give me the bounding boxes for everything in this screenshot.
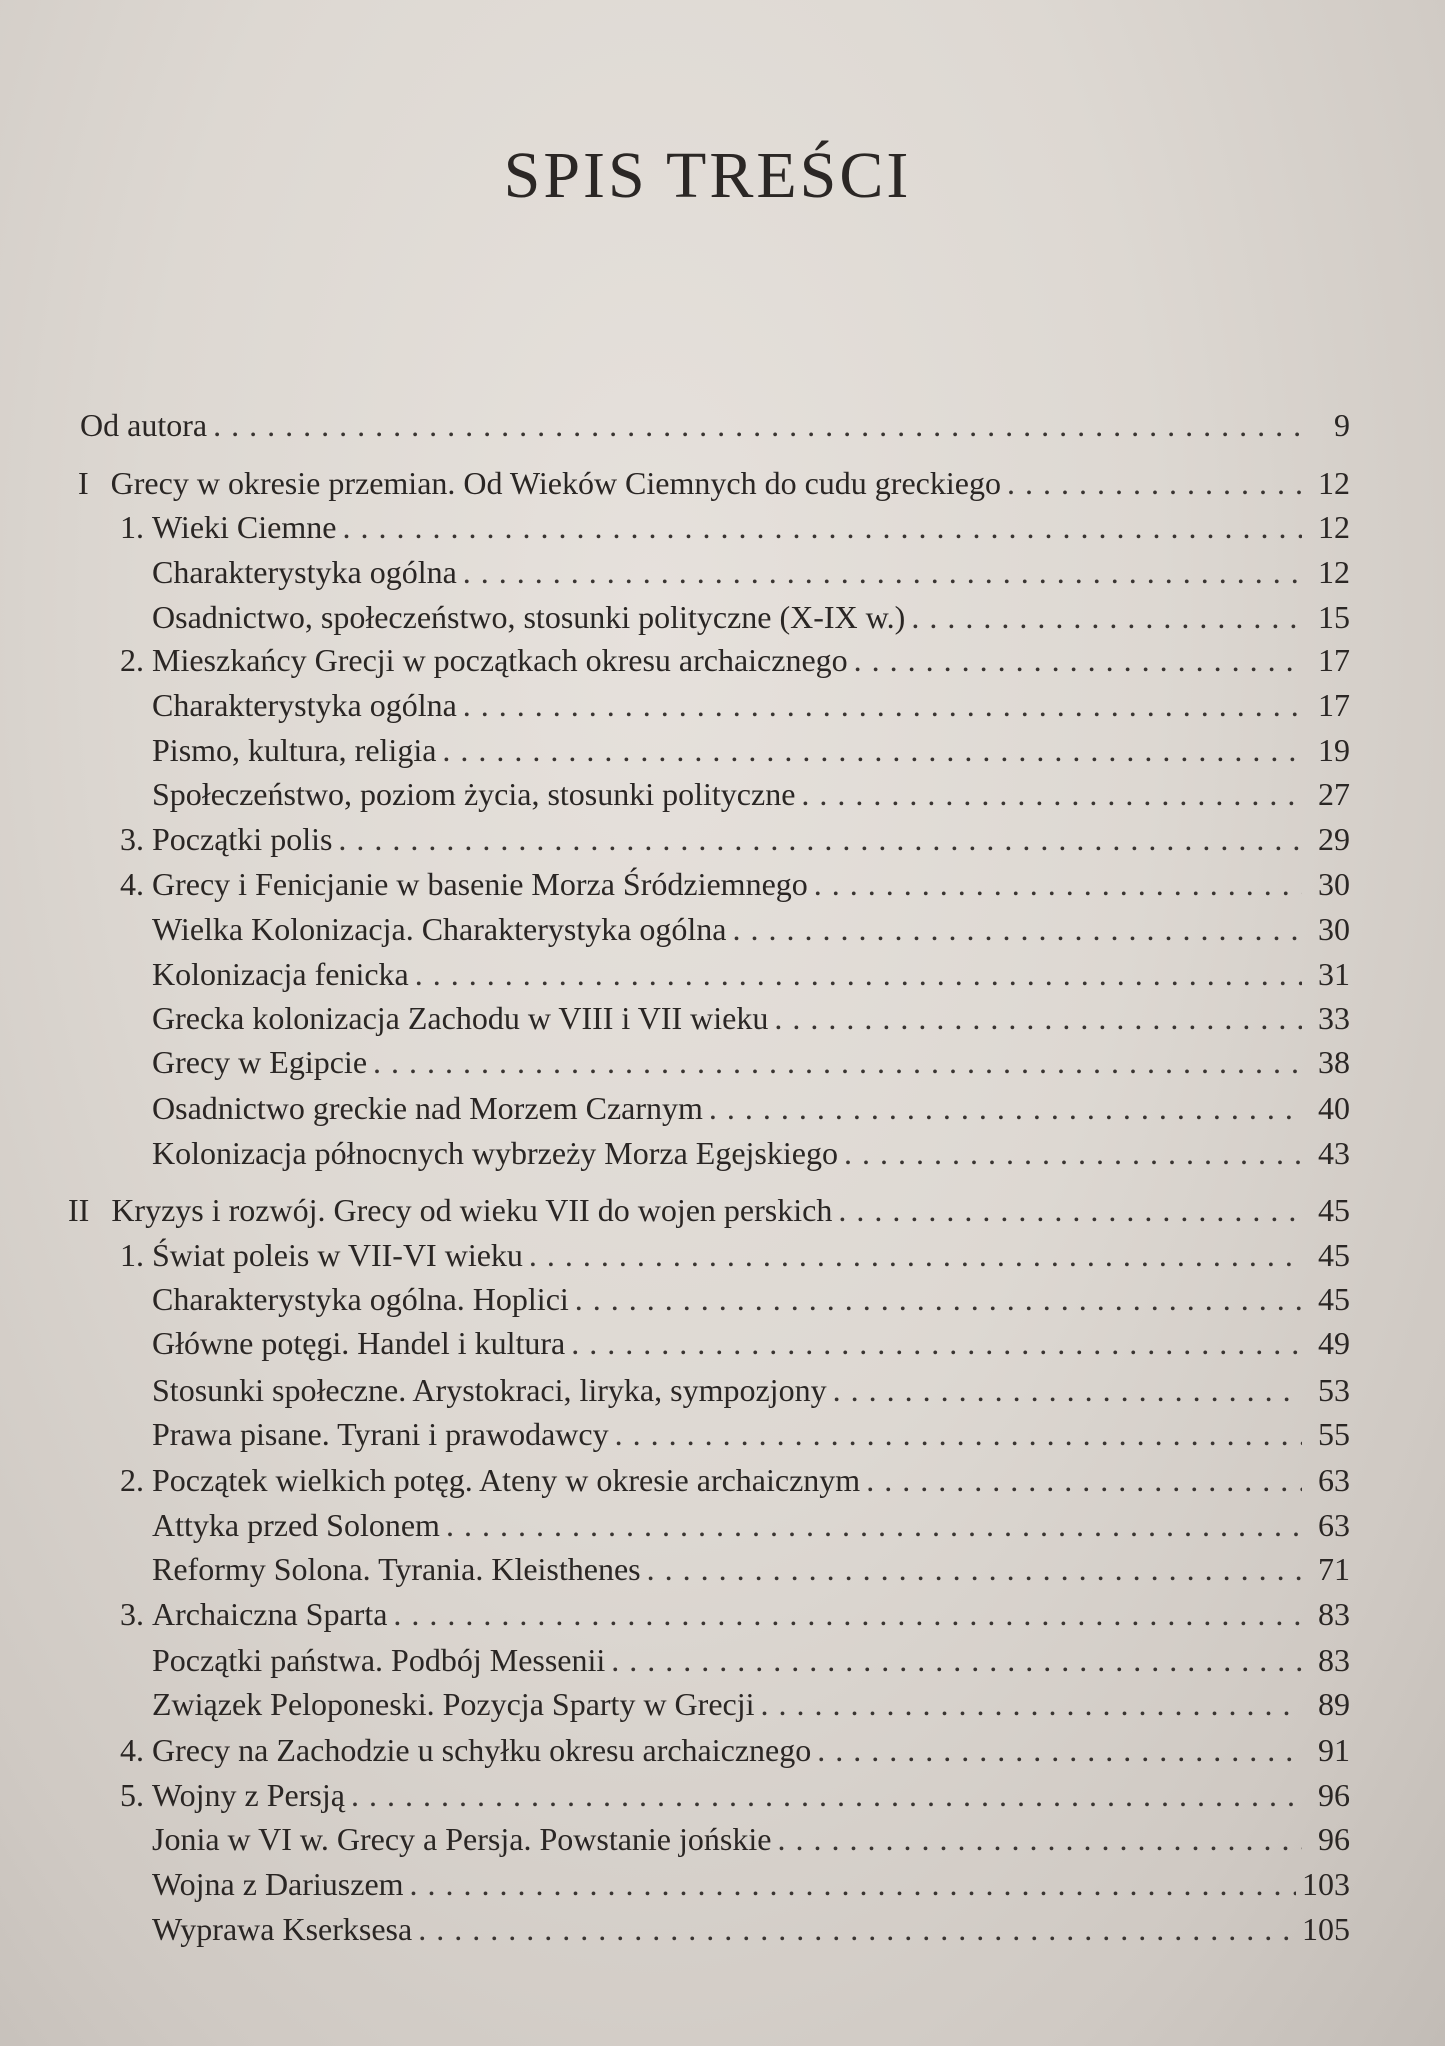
chapter-number: 5. — [120, 1777, 144, 1813]
toc-entry — [120, 1235, 1350, 1275]
page-number: 49 — [1318, 1325, 1350, 1361]
entry-title: Kryzys i rozwój. Grecy od wieku VII do wojen perskich — [111, 1192, 833, 1228]
dot-leader — [351, 1775, 1302, 1815]
page-number: 38 — [1318, 1044, 1350, 1080]
page-number: 45 — [1318, 1192, 1350, 1228]
page-number: 83 — [1318, 1596, 1350, 1632]
page-number: 31 — [1318, 956, 1350, 992]
page-number: 53 — [1318, 1372, 1350, 1408]
entry-title: Grecy w Egipcie — [152, 1044, 368, 1080]
entry-title: Charakterystyka ogólna — [152, 554, 457, 590]
toc-entry — [152, 685, 1350, 725]
dot-leader — [647, 1549, 1302, 1589]
toc-entry — [120, 864, 1350, 904]
dot-leader — [838, 1190, 1302, 1230]
page-number: 30 — [1318, 911, 1350, 947]
entry-title: Charakterystyka ogólna. Hoplici — [152, 1281, 569, 1317]
dot-leader — [529, 1235, 1302, 1275]
chapter-number: 4. — [120, 1732, 144, 1768]
dot-leader — [761, 1684, 1303, 1724]
entry-title: Początki państwa. Podbój Messenii — [152, 1642, 606, 1678]
entry-title: Kolonizacja północnych wybrzeży Morza Egejskiego — [152, 1135, 838, 1171]
entry-title: Główne potęgi. Handel i kultura — [152, 1325, 566, 1361]
dot-leader — [342, 507, 1302, 547]
toc-entry — [152, 1909, 1350, 1949]
dot-leader — [442, 730, 1302, 770]
page-number: 29 — [1318, 821, 1350, 857]
entry-title: Wojna z Dariuszem — [152, 1866, 404, 1902]
toc-entry — [152, 1819, 1350, 1859]
page-number: 63 — [1318, 1462, 1350, 1498]
page-number: 45 — [1318, 1281, 1350, 1317]
page-number: 17 — [1318, 642, 1350, 678]
entry-title: Początki polis — [152, 821, 333, 857]
entry-title: Grecy na Zachodzie u schyłku okresu archaicznego — [152, 1732, 812, 1768]
dot-leader — [709, 1088, 1302, 1128]
dot-leader — [575, 1279, 1302, 1319]
page-number: 91 — [1318, 1732, 1350, 1768]
entry-title: Reformy Solona. Tyrania. Kleisthenes — [152, 1551, 641, 1587]
page-number: 96 — [1318, 1821, 1350, 1857]
dot-leader — [814, 864, 1302, 904]
toc-entry — [152, 1088, 1350, 1128]
toc-entry — [120, 819, 1350, 859]
chapter-number: 3. — [120, 1596, 144, 1632]
chapter-number: 2. — [120, 642, 144, 678]
toc-entry — [152, 552, 1350, 592]
toc-entry — [152, 1549, 1350, 1589]
page-number: 71 — [1318, 1551, 1350, 1587]
dot-leader — [774, 998, 1302, 1038]
toc-entry — [68, 1190, 1350, 1230]
dot-leader — [854, 640, 1302, 680]
dot-leader — [801, 774, 1302, 814]
toc-entry — [120, 1460, 1350, 1500]
toc-entry — [120, 640, 1350, 680]
dot-leader — [373, 1042, 1302, 1082]
chapter-number: 2. — [120, 1462, 144, 1498]
page-number: 30 — [1318, 866, 1350, 902]
page-number: 45 — [1318, 1237, 1350, 1273]
toc-entry — [152, 1684, 1350, 1724]
entry-title: Attyka przed Solonem — [152, 1507, 440, 1543]
toc-entry — [152, 909, 1350, 949]
page-number: 103 — [1302, 1866, 1350, 1902]
entry-title: Grecy w okresie przemian. Od Wieków Ciemnych do cudu greckiego — [110, 465, 1001, 501]
page-number: 40 — [1318, 1090, 1350, 1126]
entry-title: Jonia w VI w. Grecy a Persja. Powstanie jońskie — [152, 1821, 772, 1857]
page-number: 15 — [1318, 599, 1350, 635]
dot-leader — [866, 1460, 1302, 1500]
part-numeral: II — [68, 1192, 90, 1228]
dot-leader — [446, 1505, 1302, 1545]
toc-entry — [78, 463, 1350, 503]
toc-entry — [152, 954, 1350, 994]
page-number: 83 — [1318, 1642, 1350, 1678]
page-number: 19 — [1318, 732, 1350, 768]
dot-leader — [415, 954, 1302, 994]
dot-leader — [844, 1133, 1302, 1173]
toc-entry — [152, 1133, 1350, 1173]
dot-leader — [410, 1864, 1296, 1904]
page-number: 17 — [1318, 687, 1350, 723]
page-number: 12 — [1318, 465, 1350, 501]
chapter-number: 3. — [120, 821, 144, 857]
page-number: 89 — [1318, 1686, 1350, 1722]
toc-entry — [80, 405, 1350, 445]
entry-title: Kolonizacja fenicka — [152, 956, 409, 992]
dot-leader — [833, 1370, 1302, 1410]
dot-leader — [571, 1323, 1302, 1363]
entry-title: Osadnictwo, społeczeństwo, stosunki polityczne (X-IX w.) — [152, 599, 906, 635]
entry-title: Świat poleis w VII-VI wieku — [152, 1237, 523, 1273]
toc-entry — [152, 1505, 1350, 1545]
entry-title: Charakterystyka ogólna — [152, 687, 457, 723]
toc-entry — [120, 1730, 1350, 1770]
toc-entry — [152, 1864, 1350, 1904]
entry-title: Grecka kolonizacja Zachodu w VIII i VII wieku — [152, 1000, 769, 1036]
dot-leader — [1007, 463, 1302, 503]
page-number: 105 — [1302, 1911, 1350, 1947]
entry-title: Związek Peloponeski. Pozycja Sparty w Grecji — [152, 1686, 755, 1722]
entry-title: Archaiczna Sparta — [152, 1596, 388, 1632]
entry-title: Mieszkańcy Grecji w początkach okresu archaicznego — [152, 642, 848, 678]
dot-leader — [777, 1819, 1302, 1859]
entry-title: Wyprawa Kserksesa — [152, 1911, 413, 1947]
toc-entry — [152, 774, 1350, 814]
entry-title: Wieki Ciemne — [152, 509, 337, 545]
dot-leader — [213, 405, 1302, 445]
entry-title: Początek wielkich potęg. Ateny w okresie archaicznym — [152, 1462, 861, 1498]
toc-entry — [152, 1414, 1350, 1454]
dot-leader — [463, 685, 1302, 725]
part-numeral: I — [78, 465, 89, 501]
page-number: 27 — [1318, 776, 1350, 812]
chapter-number: 1. — [120, 509, 144, 545]
entry-title: Pismo, kultura, religia — [152, 732, 437, 768]
entry-title: Stosunki społeczne. Arystokraci, liryka, sympozjony — [152, 1372, 827, 1408]
page-number: 33 — [1318, 1000, 1350, 1036]
chapter-number: 4. — [120, 866, 144, 902]
toc-entry — [152, 1640, 1350, 1680]
page-number: 12 — [1318, 554, 1350, 590]
dot-leader — [463, 552, 1302, 592]
toc-entry — [152, 1323, 1350, 1363]
dot-leader — [615, 1414, 1302, 1454]
toc-entry — [152, 730, 1350, 770]
entry-title: Społeczeństwo, poziom życia, stosunki polityczne — [152, 776, 796, 812]
dot-leader — [393, 1594, 1302, 1634]
chapter-number: 1. — [120, 1237, 144, 1273]
dot-leader — [338, 819, 1302, 859]
toc-entry — [152, 1279, 1350, 1319]
toc-entry — [120, 507, 1350, 547]
entry-title: Osadnictwo greckie nad Morzem Czarnym — [152, 1090, 703, 1126]
dot-leader — [611, 1640, 1302, 1680]
dot-leader — [733, 909, 1303, 949]
dot-leader — [418, 1909, 1296, 1949]
page-number: 63 — [1318, 1507, 1350, 1543]
toc-entry — [120, 1594, 1350, 1634]
page-number: 96 — [1318, 1777, 1350, 1813]
page-number: 55 — [1318, 1416, 1350, 1452]
entry-title: Wielka Kolonizacja. Charakterystyka ogólna — [152, 911, 727, 947]
entry-title: Prawa pisane. Tyrani i prawodawcy — [152, 1416, 609, 1452]
page-number: 12 — [1318, 509, 1350, 545]
page-title: SPIS TREŚCI — [503, 139, 912, 212]
toc-entry — [152, 1370, 1350, 1410]
dot-leader — [817, 1730, 1302, 1770]
page-number: 9 — [1334, 407, 1350, 443]
toc-entry — [152, 1042, 1350, 1082]
toc-entry — [152, 998, 1350, 1038]
toc-entry — [120, 1775, 1350, 1815]
page-number: 43 — [1318, 1135, 1350, 1171]
entry-title: Grecy i Fenicjanie w basenie Morza Śródziemnego — [152, 866, 808, 902]
dot-leader — [911, 597, 1302, 637]
entry-title: Wojny z Persją — [152, 1777, 345, 1813]
toc-entry — [152, 597, 1350, 637]
entry-title: Od autora — [80, 407, 208, 443]
